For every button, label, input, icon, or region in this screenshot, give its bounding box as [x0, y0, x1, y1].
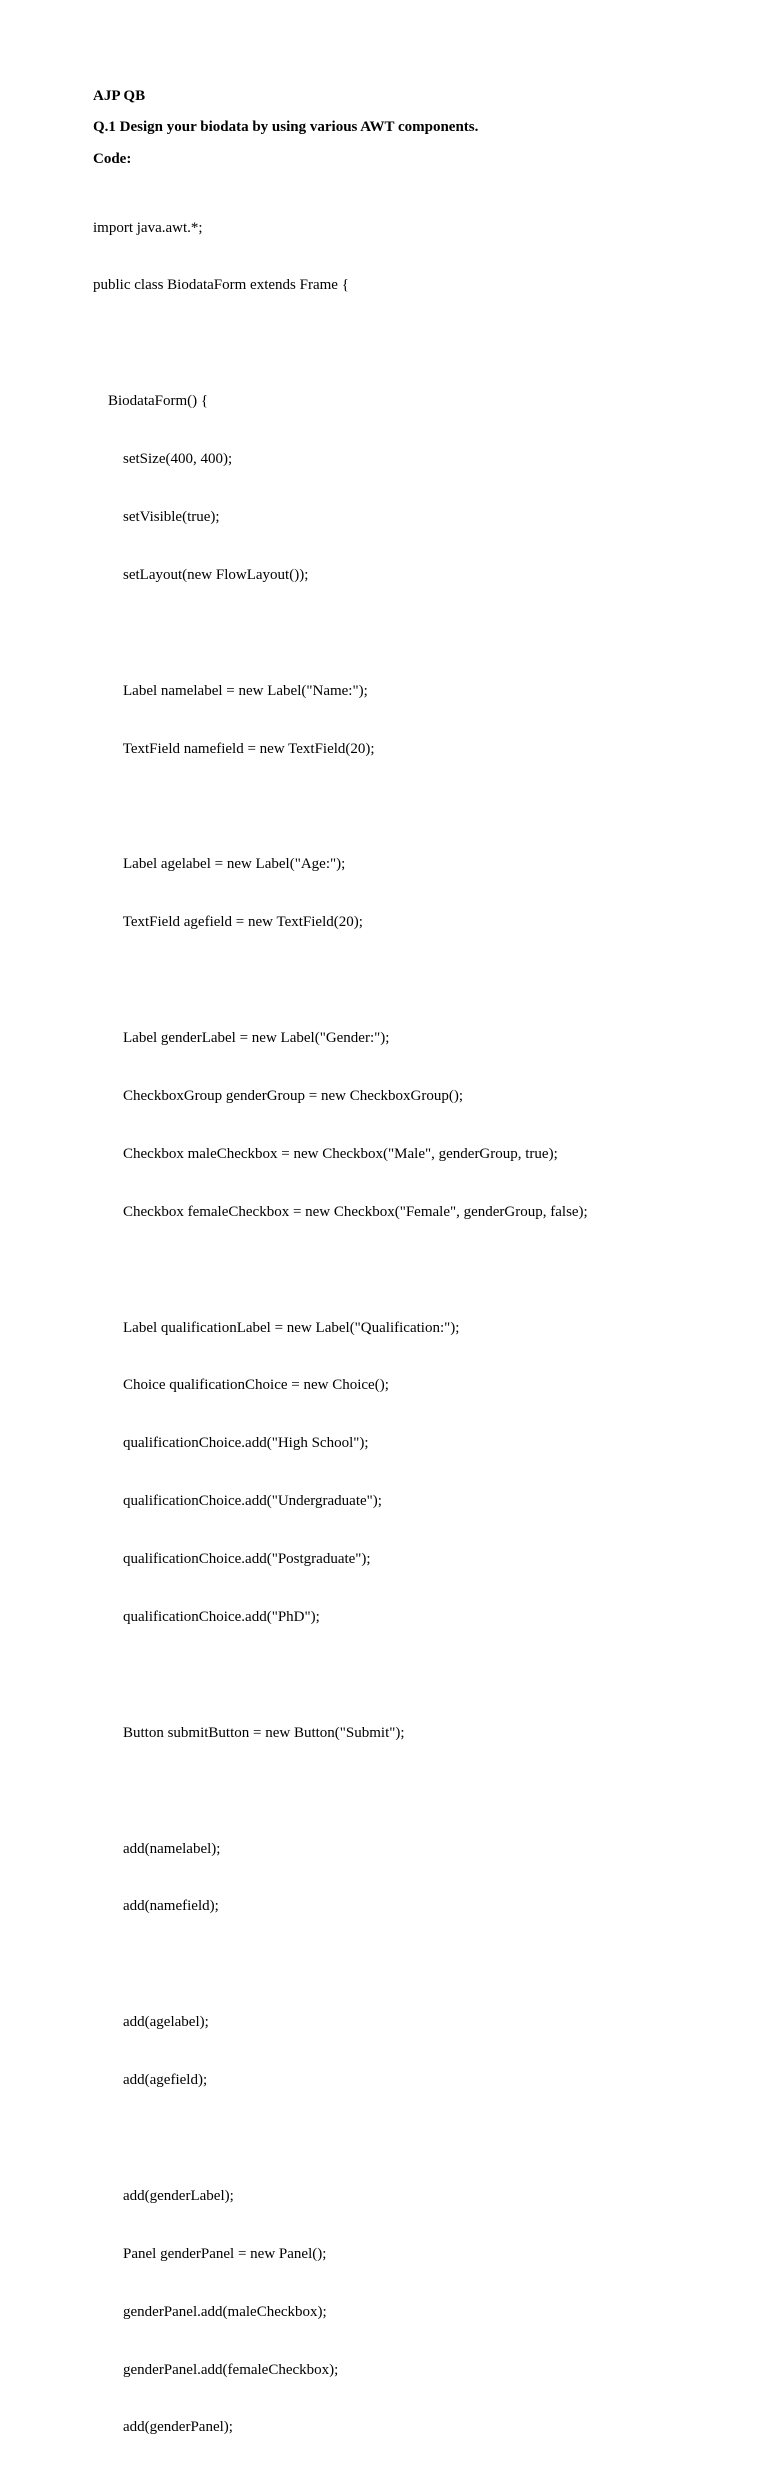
question-heading: Q.1 Design your biodata by using various AWT components. — [93, 119, 479, 135]
code-line: setSize(400, 400); — [93, 451, 233, 468]
code-line: qualificationChoice.add("PhD"); — [93, 1608, 320, 1625]
code-line — [93, 1666, 588, 1685]
code-line — [93, 1955, 588, 1974]
code-line: qualificationChoice.add("Postgraduate"); — [93, 1551, 371, 1568]
code-line: TextField agefield = new TextField(20); — [93, 914, 363, 931]
code-line: CheckboxGroup genderGroup = new CheckboxGroup(); — [93, 1087, 464, 1104]
code-line: add(genderPanel); — [93, 2419, 233, 2436]
code-line: add(agelabel); — [93, 2014, 209, 2031]
code-block — [93, 180, 588, 2476]
code-line: Panel genderPanel = new Panel(); — [93, 2245, 327, 2262]
code-line: add(agefield); — [93, 2072, 208, 2089]
code-line — [93, 624, 588, 643]
code-line: public class BiodataForm extends Frame { — [93, 277, 349, 294]
code-line: genderPanel.add(maleCheckbox); — [93, 2303, 327, 2320]
code-line: BiodataForm() { — [93, 393, 209, 410]
code-line: Checkbox maleCheckbox = new Checkbox("Male", genderGroup, true); — [93, 1145, 558, 1162]
code-line: Label qualificationLabel = new Label("Qualification:"); — [93, 1319, 460, 1336]
document-title: AJP QB — [93, 88, 146, 104]
code-line: add(namefield); — [93, 1898, 219, 1915]
code-line — [93, 1261, 588, 1280]
code-line: Choice qualificationChoice = new Choice(); — [93, 1377, 389, 1394]
code-line: add(genderLabel); — [93, 2187, 234, 2204]
code-line — [93, 1782, 588, 1801]
code-line: import java.awt.*; — [93, 219, 203, 236]
code-line: Label agelabel = new Label("Age:"); — [93, 856, 346, 873]
code-line: genderPanel.add(femaleCheckbox); — [93, 2361, 339, 2378]
code-line: Button submitButton = new Button("Submit"); — [93, 1724, 405, 1741]
code-label: Code: — [93, 151, 132, 167]
code-line: Label namelabel = new Label("Name:"); — [93, 682, 368, 699]
code-line: qualificationChoice.add("Undergraduate"); — [93, 1493, 382, 1510]
code-line: add(namelabel); — [93, 1840, 221, 1857]
code-line: setVisible(true); — [93, 509, 220, 526]
code-line: Label genderLabel = new Label("Gender:"); — [93, 1030, 390, 1047]
code-line: TextField namefield = new TextField(20); — [93, 740, 375, 757]
code-line — [93, 971, 588, 990]
code-line: Checkbox femaleCheckbox = new Checkbox("Female", genderGroup, false); — [93, 1203, 588, 1220]
code-line: qualificationChoice.add("High School"); — [93, 1435, 369, 1452]
code-line — [93, 798, 588, 817]
code-line — [93, 334, 588, 353]
code-line — [93, 2129, 588, 2148]
code-line: setLayout(new FlowLayout()); — [93, 566, 309, 583]
